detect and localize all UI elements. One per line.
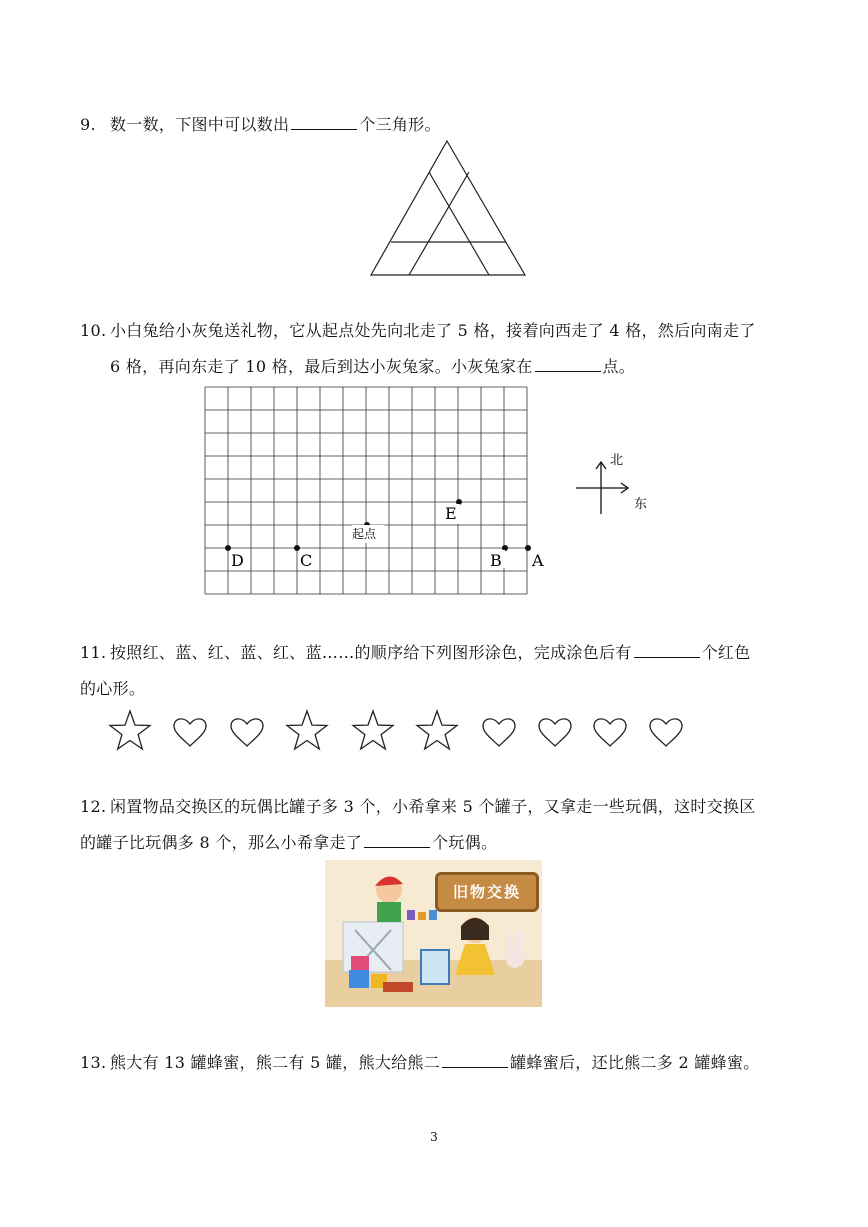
- heart-icon[interactable]: [650, 719, 682, 746]
- label-a: A: [532, 551, 544, 570]
- heart-icon[interactable]: [483, 719, 515, 746]
- north-label: 北: [610, 453, 624, 468]
- question-number: 11.: [80, 643, 107, 662]
- compass-icon: [570, 450, 660, 520]
- star-icon[interactable]: [417, 711, 457, 749]
- label-e: E: [445, 504, 457, 523]
- answer-blank[interactable]: [535, 353, 601, 372]
- question-11: [80, 636, 106, 670]
- page-number: 3: [430, 1130, 438, 1144]
- shapes-row: [100, 705, 700, 757]
- question-11-line2: 的心形。: [80, 679, 146, 698]
- heart-icon[interactable]: [594, 719, 626, 746]
- answer-blank[interactable]: [442, 1049, 508, 1068]
- answer-blank[interactable]: [364, 829, 430, 848]
- triangle-figure: [368, 138, 530, 280]
- question-number: 10.: [80, 321, 107, 340]
- swap-sign: 旧物交换: [435, 872, 539, 912]
- answer-blank[interactable]: [291, 111, 357, 130]
- question-10-line1: 小白兔给小灰兔送礼物，它从起点处先向北走了 5 格，接着向西走了 4 格，然后向南走了: [110, 321, 756, 340]
- question-13: [80, 1046, 106, 1080]
- question-9-text: 数一数，下图中可以数出 个三角形。: [110, 108, 441, 142]
- label-c: C: [300, 551, 313, 570]
- heart-icon[interactable]: [174, 719, 206, 746]
- question-12: [80, 790, 106, 824]
- label-start: 起点: [352, 527, 377, 541]
- grid-map: [200, 380, 560, 600]
- question-13-text: 熊大有 13 罐蜂蜜，熊二有 5 罐，熊大给熊二 罐蜂蜜后，还比熊二多 2 罐蜂蜜。: [110, 1046, 760, 1080]
- question-number: 12.: [80, 797, 107, 816]
- question-12-line2: 的罐子比玩偶多 8 个，那么小希拿走了 个玩偶。: [80, 826, 497, 860]
- question-12-line1: 闲置物品交换区的玩偶比罐子多 3 个，小希拿来 5 个罐子，又拿走一些玩偶，这时交换区: [110, 797, 756, 816]
- question-number: 13.: [80, 1053, 107, 1072]
- star-icon[interactable]: [353, 711, 393, 749]
- label-b: B: [490, 551, 502, 570]
- question-number: 9.: [80, 115, 96, 134]
- question-10: [80, 314, 106, 348]
- label-d: D: [231, 551, 244, 570]
- heart-icon[interactable]: [231, 719, 263, 746]
- star-icon[interactable]: [110, 711, 150, 749]
- heart-icon[interactable]: [539, 719, 571, 746]
- star-icon[interactable]: [287, 711, 327, 749]
- east-label: 东: [634, 497, 648, 512]
- answer-blank[interactable]: [634, 639, 700, 658]
- question-10-line2: 6 格，再向东走了 10 格，最后到达小灰兔家。小灰兔家在 点。: [110, 350, 635, 384]
- question-11-line1: 按照红、蓝、红、蓝、红、蓝……的顺序给下列图形涂色，完成涂色后有 个红色: [110, 636, 751, 670]
- swap-market-illustration: [325, 860, 542, 1007]
- question-9: [80, 108, 96, 142]
